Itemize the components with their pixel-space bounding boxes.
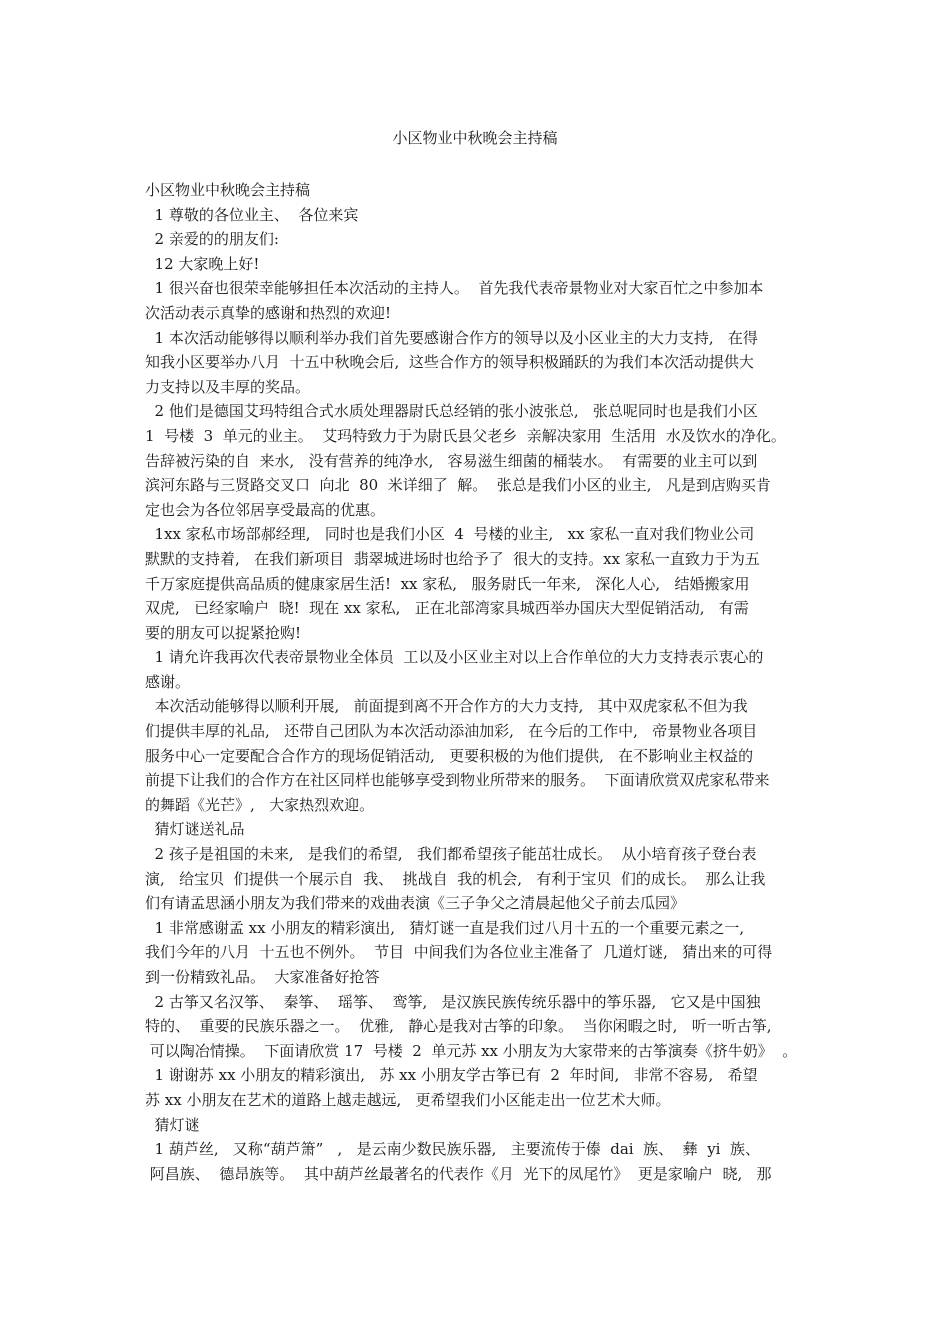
document-title: 小区物业中秋晚会主持稿 bbox=[392, 129, 558, 147]
body-line: 1 本次活动能够得以顺利举办我们首先要感谢合作方的领导以及小区业主的大力支持, 在得 bbox=[145, 328, 758, 347]
body-line: 到一份精致礼品。 大家准备好抢答 bbox=[145, 968, 380, 986]
body-line: 1 葫芦丝, 又称“葫芦箫” , 是云南少数民族乐器, 主要流传于傣 dai 族、 彝 yi 族、 bbox=[145, 1140, 761, 1159]
body-line: 1 请允许我再次代表帝景物业全体员 工以及小区业主对以上合作单位的大力支持表示衷心的 bbox=[145, 648, 764, 667]
body-line: 感谢。 bbox=[145, 672, 191, 691]
body-line: 2 古筝又名汉筝、 秦筝、 瑶筝、 鸾筝, 是汉族民族传统乐器中的筝乐器, 它又是中国独 bbox=[145, 992, 761, 1011]
body-line: 1 谢谢苏 xx 小朋友的精彩演出, 苏 xx 小朋友学古筝已有 2 年时间, 非常不容易, 希望 bbox=[145, 1066, 758, 1085]
body-line: 告辞被污染的自 来水, 没有营养的纯净水, 容易滋生细菌的桶装水。 有需要的业主可以到 bbox=[145, 451, 758, 470]
body-line: 2 他们是德国艾玛特组合式水质处理器尉氏总经销的张小波张总, 张总呢同时也是我们小区 bbox=[145, 402, 758, 421]
body-line: 服务中心一定要配合合作方的现场促销活动, 更要积极的为他们提供, 在不影响业主权益的 bbox=[145, 746, 754, 765]
body-line: 1 很兴奋也很荣幸能够担任本次活动的主持人。 首先我代表帝景物业对大家百忙之中参加本 bbox=[145, 279, 764, 298]
body-line: 次活动表示真挚的感谢和热烈的欢迎! bbox=[145, 303, 392, 322]
body-line: 知我小区要举办八月 十五中秋晚会后, 这些合作方的领导积极踊跃的为我们本次活动提供大 bbox=[145, 353, 754, 372]
body-line: 前提下让我们的合作方在社区同样也能够享受到物业所带来的服务。 下面请欣赏双虎家私带来 bbox=[145, 771, 770, 790]
body-line: 们提供丰厚的礼品, 还带自己团队为本次活动添油加彩, 在今后的工作中, 帝景物业各项目 bbox=[145, 722, 758, 741]
body-line: 猜灯谜送礼品 bbox=[145, 820, 245, 839]
body-line: 双虎, 已经家喻户 晓! 现在 xx 家私, 正在北部湾家具城西举办国庆大型促销活动, 有需 bbox=[145, 599, 749, 618]
body-line: 我们今年的八月 十五也不例外。 节目 中间我们为各位业主准备了 几道灯谜, 猜出来的可得 bbox=[145, 943, 773, 962]
body-line: 演, 给宝贝 们提供一个展示自 我、 挑战自 我的机会, 有利于宝贝 们的成长。 那么让我 bbox=[145, 869, 766, 888]
body-line: 猜灯谜 bbox=[145, 1115, 200, 1134]
body-line: 1 尊敬的各位业主、 各位来宾 bbox=[145, 205, 359, 224]
body-line: 阿昌族、 德昂族等。 其中葫芦丝最著名的代表作《月 光下的凤尾竹》 更是家喻户 晓, 那 bbox=[145, 1164, 772, 1183]
body-line: 要的朋友可以捉紧抢购! bbox=[145, 623, 302, 642]
body-line: 力支持以及丰厚的奖品。 bbox=[145, 377, 311, 396]
body-line: 的舞蹈《光芒》, 大家热烈欢迎。 bbox=[145, 795, 375, 814]
body-line: 小区物业中秋晚会主持稿 bbox=[145, 181, 311, 199]
body-line: 默默的支持着, 在我们新项目 翡翠城进场时也给予了 很大的支持。xx 家私一直致力于为五 bbox=[145, 549, 760, 568]
body-line: 1 非常感谢孟 xx 小朋友的精彩演出, 猜灯谜一直是我们过八月十五的一个重要元素之一, bbox=[145, 918, 745, 937]
body-line: 滨河东路与三贤路交叉口 向北 80 米详细了 解。 张总是我们小区的业主, 凡是到店购买肯 bbox=[145, 476, 771, 495]
body-line: 们有请孟思涵小朋友为我们带来的戏曲表演《三子争父之清晨起他父子前去瓜园》 bbox=[145, 894, 686, 913]
body-line: 苏 xx 小朋友在艺术的道路上越走越远, 更希望我们小区能走出一位艺术大师。 bbox=[145, 1090, 671, 1109]
body-line: 本次活动能够得以顺利开展, 前面提到离不开合作方的大力支持, 其中双虎家私不但为我 bbox=[145, 697, 748, 716]
body-line: 12 大家晚上好! bbox=[145, 254, 260, 273]
body-line: 特的、 重要的民族乐器之一。 优雅, 静心是我对古筝的印象。 当你闲暇之时, 听一听古筝, bbox=[145, 1017, 772, 1036]
body-line: 定也会为各位邻居享受最高的优惠。 bbox=[145, 500, 386, 519]
document-body bbox=[145, 178, 817, 1186]
body-line: 1xx 家私市场部郝经理, 同时也是我们小区 4 号楼的业主, xx 家私一直对我们物业公司 bbox=[145, 525, 755, 544]
body-line: 1 号楼 3 单元的业主。 艾玛特致力于为尉氏县父老乡 亲解决家用 生活用 水及饮水的净化。 bbox=[145, 426, 786, 445]
body-line: 2 亲爱的的朋友们: bbox=[145, 230, 279, 249]
body-line: 2 孩子是祖国的未来, 是我们的希望, 我们都希望孩子能茁壮成长。 从小培育孩子登台表 bbox=[145, 845, 757, 864]
body-line: 千万家庭提供高品质的健康家居生活! xx 家私, 服务尉氏一年来, 深化人心, 结婚搬家用 bbox=[145, 574, 750, 593]
body-line: 可以陶冶情操。 下面请欣赏 17 号楼 2 单元苏 xx 小朋友为大家带来的古筝演奏《挤牛奶》 。 bbox=[145, 1041, 798, 1060]
